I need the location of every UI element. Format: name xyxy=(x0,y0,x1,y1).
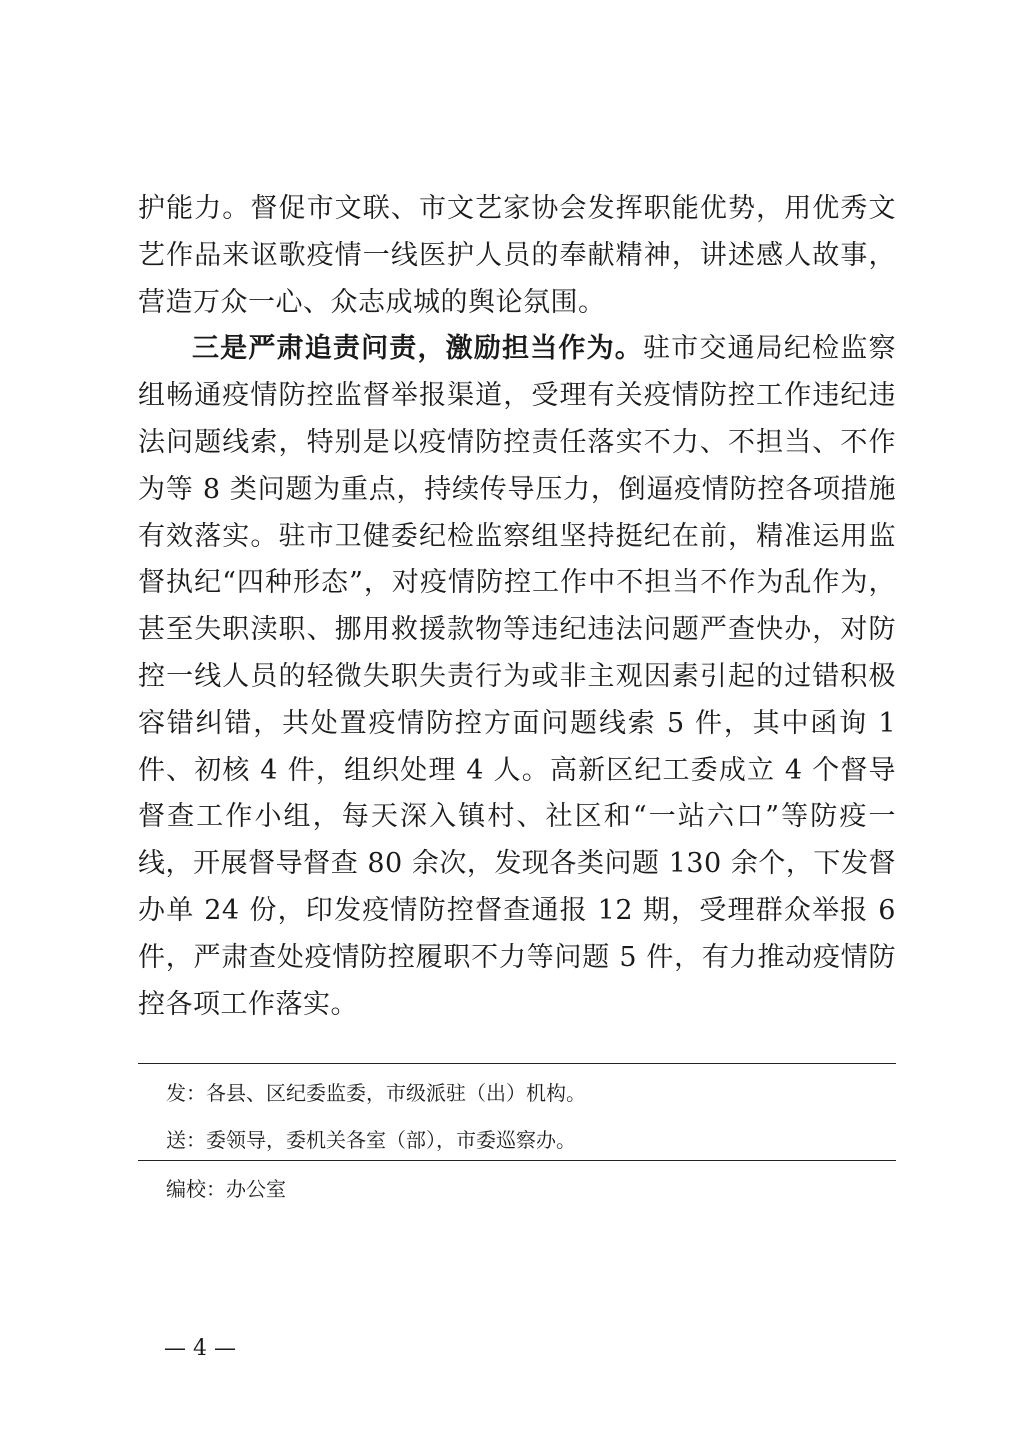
paragraph-text-health: 坚持挺纪在前，精准运用监督执纪“四种形态”，对疫情防控工作中不担当不作为乱作为，甚至失职渎职、挪用救援款物等违纪违法问题严查快办，对防控一线人员的轻微失职失责行为或非主观因素引起的过错积极容错纠错，共处置疫情防控方面问题线索 5 件，其中函询 1 件、初核 4 件，组织处理 4 人。 xyxy=(138,520,897,786)
editor-line: 编校：办公室 xyxy=(166,1177,286,1201)
page-number: — 4 — xyxy=(164,1336,236,1361)
section-heading: 三是严肃追责问责，激励担当作为。 xyxy=(192,333,643,365)
distribution-send: 发：各县、区纪委监委，市级派驻（出）机构。 xyxy=(166,1081,586,1105)
unit-name-health: 驻市卫健委纪检监察组 xyxy=(278,520,560,552)
divider-bottom xyxy=(138,1160,896,1161)
paragraph-accountability xyxy=(138,326,896,1028)
paragraph-text-transport: 畅通疫情防控监督举报渠道，受理有关疫情防控工作违纪违法问题线索，特别是以疫情防控责任落实不力、不担当、不作为等 8 类问题为重点，持续传导压力，倒逼疫情防控各项措施有效落实。 xyxy=(138,380,897,552)
divider-top xyxy=(138,1063,896,1064)
document-body xyxy=(138,186,896,1028)
unit-name-hightech: 高新区纪工委 xyxy=(549,754,719,786)
paragraph-continuation: 护能力。督促市文联、市文艺家协会发挥职能优势，用优秀文艺作品来讴歌疫情一线医护人员的奉献精神，讲述感人故事，营造万众一心、众志成城的舆论氛围。 xyxy=(138,193,896,318)
paragraph-text-hightech: 成立 4 个督导督查工作小组，每天深入镇村、社区和“一站六口”等防疫一线，开展督导督查 80 余次，发现各类问题 130 余个，下发督办单 24 份，印发疫情防控督查通报 12 期，受理群众举报 6 件，严肃查处疫情防控履职不力等问题 5 件，有力推动疫情防控各项工作落实。 xyxy=(138,754,897,1020)
unit-name-transport: 驻市交通局纪检监察组 xyxy=(138,333,896,412)
distribution-copy: 送：委领导，委机关各室（部），市委巡察办。 xyxy=(166,1128,576,1152)
